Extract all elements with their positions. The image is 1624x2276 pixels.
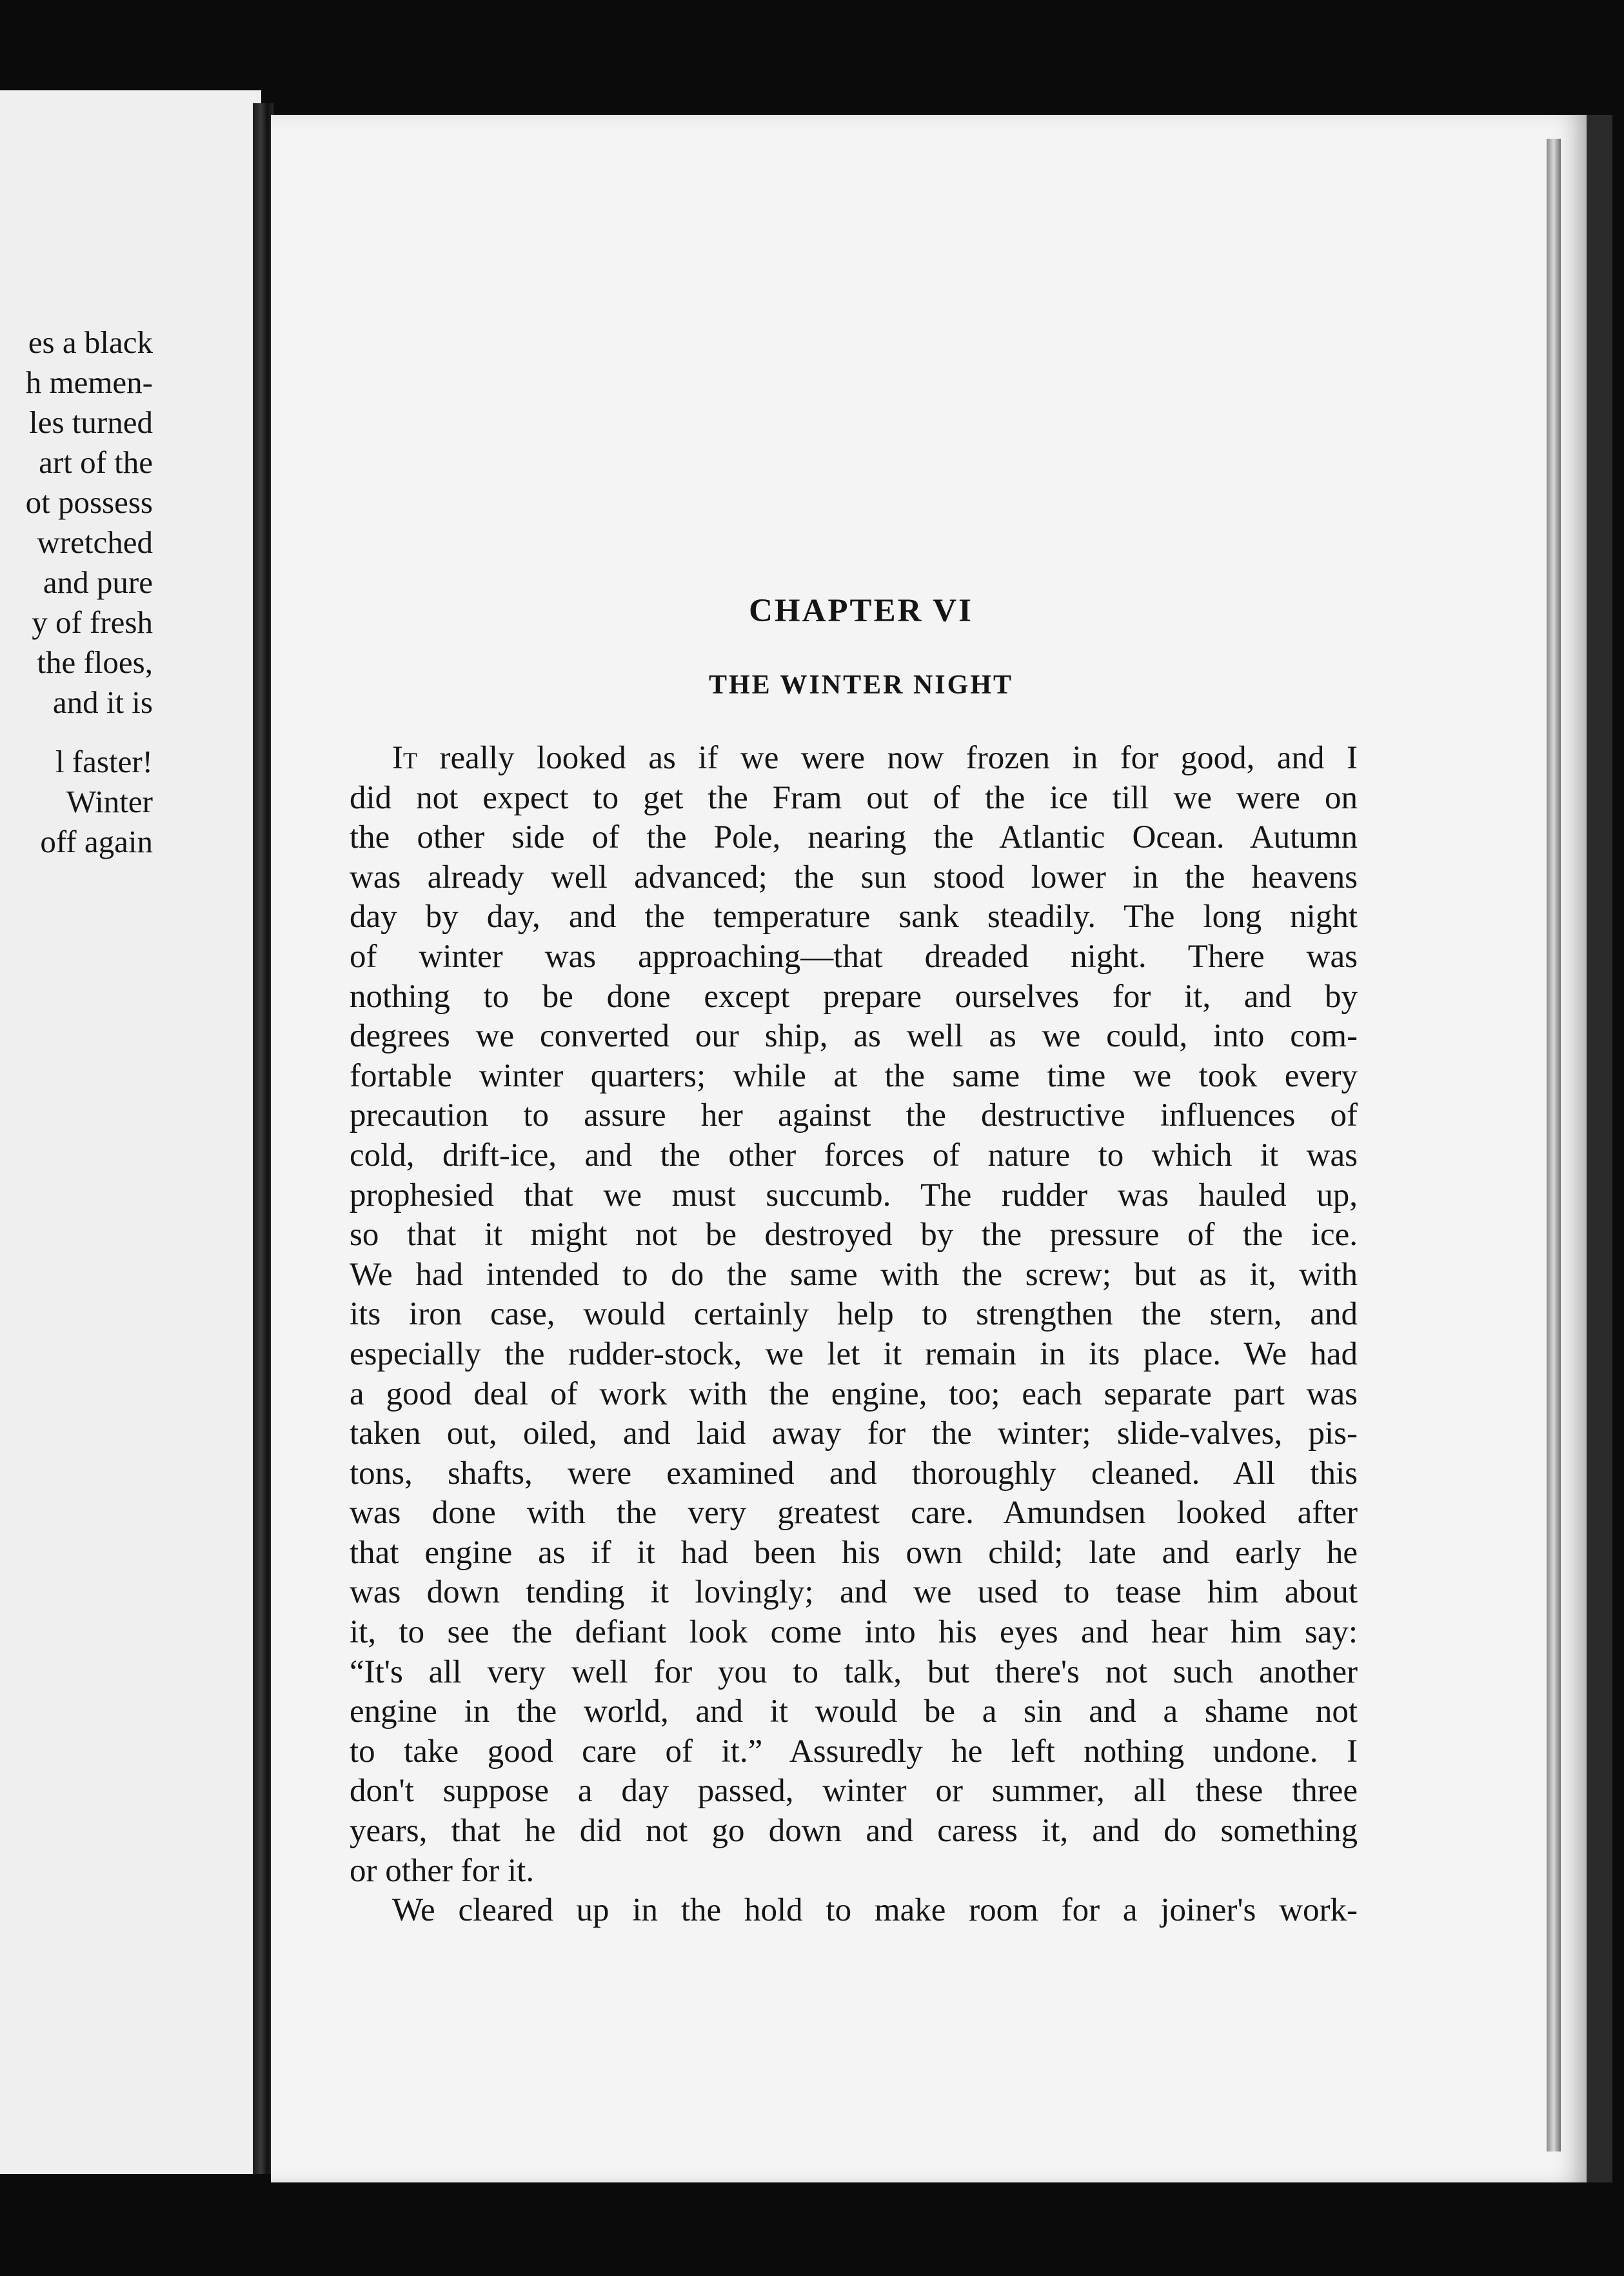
left-page-line: and it is (52, 684, 153, 720)
left-page-line: the floes, (37, 644, 153, 680)
paragraph-line: it, to see the defiant look come into his eyes and hear him say: (350, 1614, 1358, 1651)
paragraph-line: We cleared up in the hold to make room for a joiner's work- (392, 1892, 1358, 1929)
left-page-line: y of fresh (32, 604, 153, 640)
paragraph-line: years, that he did not go down and caress it, and do something (350, 1813, 1358, 1850)
paragraph-line: “It's all very well for you to talk, but there's not such another (350, 1653, 1358, 1690)
chapter-number: CHAPTER VI (749, 593, 973, 629)
paragraph-line: precaution to assure her against the destructive influences of (350, 1097, 1358, 1134)
paragraph-line: degrees we converted our ship, as well as we could, into com- (350, 1018, 1358, 1055)
paragraph-line: nothing to be done except prepare ourselves for it, and by (350, 978, 1358, 1015)
paragraph-line: so that it might not be destroyed by the pressure of the ice. (350, 1217, 1358, 1253)
paragraph-line: engine in the world, and it would be a sin and a shame not (350, 1693, 1358, 1730)
paragraph-line: was done with the very greatest care. Amundsen looked after (350, 1495, 1358, 1532)
left-page-line: off again (40, 824, 153, 859)
left-page-line: and pure (43, 564, 153, 600)
chapter-title: THE WINTER NIGHT (709, 670, 1013, 700)
paragraph-line: its iron case, would certainly help to strengthen the stern, and (350, 1296, 1358, 1333)
left-facing-page (0, 90, 261, 2174)
paragraph-line: that engine as if it had been his own child; late and early he (350, 1534, 1358, 1571)
paragraph-line: taken out, oiled, and laid away for the winter; slide-valves, pis- (350, 1415, 1358, 1452)
paragraph-line: of winter was approaching—that dreaded night. There was (350, 938, 1358, 975)
paragraph-line: fortable winter quarters; while at the same time we took every (350, 1057, 1358, 1094)
paragraph-line: tons, shafts, were examined and thoroughly cleaned. All this (350, 1455, 1358, 1492)
paragraph-line-text: really looked as if we were now frozen in for good, and I (417, 740, 1358, 776)
left-page-line: Winter (66, 784, 153, 819)
left-page-line: les turned (29, 404, 153, 440)
paragraph-line: did not expect to get the Fram out of the ice till we were on (350, 779, 1358, 816)
paragraph-line: was already well advanced; the sun stood lower in the heavens (350, 859, 1358, 895)
paragraph-line: to take good care of it.” Assuredly he left nothing undone. I (350, 1733, 1358, 1770)
paragraph-line: a good deal of work with the engine, too; each separate part was (350, 1375, 1358, 1412)
paragraph-line: the other side of the Pole, nearing the Atlantic Ocean. Autumn (350, 819, 1358, 856)
page-edge (1547, 139, 1561, 2151)
left-page-line: es a black (28, 324, 153, 360)
left-page-line: l faster! (55, 744, 153, 779)
paragraph-line: don't suppose a day passed, winter or summer, all these three (350, 1773, 1358, 1810)
paragraph-line: was down tending it lovingly; and we used to tease him about (350, 1574, 1358, 1611)
paragraph-line: especially the rudder-stock, we let it remain in its place. We had (350, 1335, 1358, 1372)
paragraph-line: prophesied that we must succumb. The rudder was hauled up, (350, 1177, 1358, 1213)
left-page-line: wretched (37, 524, 153, 560)
paragraph-line: or other for it. (350, 1852, 535, 1889)
paragraph-line: cold, drift-ice, and the other forces of nature to which it was (350, 1137, 1358, 1173)
left-page-line: art of the (39, 444, 153, 480)
paragraph-line: day by day, and the temperature sank steadily. The long night (350, 899, 1358, 935)
dropcap-word: It (392, 740, 417, 776)
paragraph-line (350, 739, 1358, 779)
left-page-line: h memen- (25, 364, 153, 400)
body-text (350, 739, 1358, 1931)
left-page-line: ot possess (25, 484, 153, 520)
paragraph-line: We had intended to do the same with the screw; but as it, with (350, 1256, 1358, 1293)
